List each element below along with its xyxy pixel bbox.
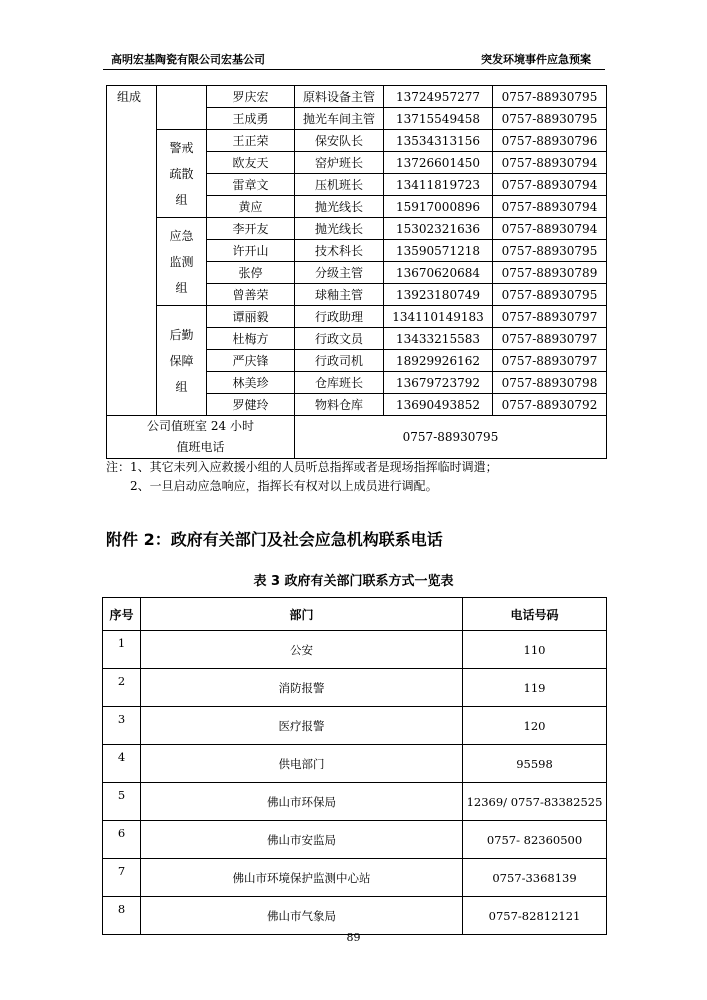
member-phone: 0757-88930797 bbox=[493, 306, 607, 328]
department-phone: 12369/ 0757-83382525 bbox=[463, 783, 607, 821]
subgroup-label bbox=[157, 218, 207, 306]
department-name: 消防报警 bbox=[141, 669, 463, 707]
header-company: 高明宏基陶瓷有限公司宏基公司 bbox=[111, 53, 265, 66]
member-position: 抛光线长 bbox=[295, 218, 384, 240]
member-position: 行政助理 bbox=[295, 306, 384, 328]
member-mobile: 18929926162 bbox=[384, 350, 493, 372]
duty-row bbox=[107, 416, 607, 459]
table-row bbox=[107, 306, 607, 328]
table-row bbox=[107, 130, 607, 152]
member-name: 罗庆宏 bbox=[207, 86, 295, 108]
row-number: 7 bbox=[103, 859, 141, 897]
member-mobile: 13590571218 bbox=[384, 240, 493, 262]
row-number: 3 bbox=[103, 707, 141, 745]
subgroup-label-line: 组 bbox=[175, 192, 188, 207]
subgroup-label-line: 警戒 bbox=[169, 140, 194, 155]
department-phone: 0757-82812121 bbox=[463, 897, 607, 935]
member-position: 保安队长 bbox=[295, 130, 384, 152]
row-number: 2 bbox=[103, 669, 141, 707]
table-header-row bbox=[103, 598, 607, 631]
table-row bbox=[103, 669, 607, 707]
table-row bbox=[103, 783, 607, 821]
member-phone: 0757-88930795 bbox=[493, 86, 607, 108]
subgroup-label bbox=[157, 130, 207, 218]
subgroup-label-line: 保障 bbox=[169, 353, 194, 368]
table-row bbox=[103, 821, 607, 859]
member-phone: 0757-88930794 bbox=[493, 196, 607, 218]
member-mobile: 13679723792 bbox=[384, 372, 493, 394]
department-name: 公安 bbox=[141, 631, 463, 669]
member-name: 杜梅方 bbox=[207, 328, 295, 350]
member-name: 罗健玲 bbox=[207, 394, 295, 416]
member-name: 王正荣 bbox=[207, 130, 295, 152]
member-phone: 0757-88930789 bbox=[493, 262, 607, 284]
member-position: 窑炉班长 bbox=[295, 152, 384, 174]
member-position: 原料设备主管 bbox=[295, 86, 384, 108]
emergency-contact-table bbox=[106, 85, 607, 459]
member-mobile: 13433215583 bbox=[384, 328, 493, 350]
member-position: 抛光车间主管 bbox=[295, 108, 384, 130]
member-position: 抛光线长 bbox=[295, 196, 384, 218]
department-name: 佛山市环境保护监测中心站 bbox=[141, 859, 463, 897]
member-mobile: 13715549458 bbox=[384, 108, 493, 130]
member-mobile: 13923180749 bbox=[384, 284, 493, 306]
table-row bbox=[103, 707, 607, 745]
member-phone: 0757-88930797 bbox=[493, 350, 607, 372]
table-notes bbox=[106, 458, 498, 496]
duty-label-line: 值班电话 bbox=[176, 440, 225, 454]
member-position: 行政司机 bbox=[295, 350, 384, 372]
subgroup-label-line: 应急 bbox=[169, 228, 194, 243]
subgroup-label-line: 组 bbox=[175, 280, 188, 295]
member-name: 雷章文 bbox=[207, 174, 295, 196]
note-line: 2、一旦启动应急响应，指挥长有权对以上成员进行调配。 bbox=[130, 479, 438, 493]
member-phone: 0757-88930792 bbox=[493, 394, 607, 416]
member-position: 球釉主管 bbox=[295, 284, 384, 306]
department-phone: 0757-3368139 bbox=[463, 859, 607, 897]
department-name: 佛山市环保局 bbox=[141, 783, 463, 821]
member-phone: 0757-88930795 bbox=[493, 284, 607, 306]
row-number: 5 bbox=[103, 783, 141, 821]
member-name: 严庆锋 bbox=[207, 350, 295, 372]
table-caption: 表 3 政府有关部门联系方式一览表 bbox=[253, 574, 454, 589]
member-mobile: 13411819723 bbox=[384, 174, 493, 196]
member-position: 技术科长 bbox=[295, 240, 384, 262]
table-row bbox=[107, 86, 607, 108]
department-phone: 0757- 82360500 bbox=[463, 821, 607, 859]
member-position: 行政文员 bbox=[295, 328, 384, 350]
member-mobile: 13726601450 bbox=[384, 152, 493, 174]
member-position: 分级主管 bbox=[295, 262, 384, 284]
member-name: 许开山 bbox=[207, 240, 295, 262]
member-phone: 0757-88930794 bbox=[493, 152, 607, 174]
department-phone: 110 bbox=[463, 631, 607, 669]
member-mobile: 13534313156 bbox=[384, 130, 493, 152]
duty-label-line: 公司值班室 24 小时 bbox=[147, 419, 254, 433]
header-dept: 部门 bbox=[141, 598, 463, 631]
subgroup-label-line: 监测 bbox=[169, 254, 194, 269]
duty-phone: 0757-88930795 bbox=[295, 416, 607, 459]
department-name: 供电部门 bbox=[141, 745, 463, 783]
page-header bbox=[103, 49, 605, 70]
member-mobile: 13670620684 bbox=[384, 262, 493, 284]
member-phone: 0757-88930797 bbox=[493, 328, 607, 350]
member-name: 张停 bbox=[207, 262, 295, 284]
member-phone: 0757-88930794 bbox=[493, 174, 607, 196]
member-mobile: 13690493852 bbox=[384, 394, 493, 416]
row-number: 6 bbox=[103, 821, 141, 859]
table-row bbox=[103, 631, 607, 669]
member-phone: 0757-88930795 bbox=[493, 108, 607, 130]
department-name: 佛山市安监局 bbox=[141, 821, 463, 859]
department-phone: 95598 bbox=[463, 745, 607, 783]
member-name: 王成勇 bbox=[207, 108, 295, 130]
duty-label bbox=[107, 416, 295, 459]
header-no: 序号 bbox=[103, 598, 141, 631]
member-name: 黄应 bbox=[207, 196, 295, 218]
member-phone: 0757-88930798 bbox=[493, 372, 607, 394]
member-position: 仓库班长 bbox=[295, 372, 384, 394]
member-name: 李开友 bbox=[207, 218, 295, 240]
member-position: 物料仓库 bbox=[295, 394, 384, 416]
table-row bbox=[103, 897, 607, 935]
row-number: 8 bbox=[103, 897, 141, 935]
member-mobile: 15917000896 bbox=[384, 196, 493, 218]
member-name: 曾善荣 bbox=[207, 284, 295, 306]
department-phone: 119 bbox=[463, 669, 607, 707]
page-number: 89 bbox=[346, 931, 361, 944]
member-phone: 0757-88930795 bbox=[493, 240, 607, 262]
member-mobile: 15302321636 bbox=[384, 218, 493, 240]
header-tel: 电话号码 bbox=[463, 598, 607, 631]
member-name: 林美珍 bbox=[207, 372, 295, 394]
member-phone: 0757-88930794 bbox=[493, 218, 607, 240]
table-row bbox=[103, 745, 607, 783]
member-mobile: 13724957277 bbox=[384, 86, 493, 108]
member-name: 谭丽毅 bbox=[207, 306, 295, 328]
table-row bbox=[103, 859, 607, 897]
subgroup-label-line: 后勤 bbox=[169, 327, 194, 342]
member-position: 压机班长 bbox=[295, 174, 384, 196]
government-contact-table bbox=[102, 597, 607, 935]
note-line: 注：1、其它未列入应救援小组的人员听总指挥或者是现场指挥临时调遣； bbox=[106, 460, 498, 474]
subgroup-label-line: 组 bbox=[175, 379, 188, 394]
row-number: 4 bbox=[103, 745, 141, 783]
section-title: 附件 2：政府有关部门及社会应急机构联系电话 bbox=[106, 530, 443, 549]
department-name: 医疗报警 bbox=[141, 707, 463, 745]
member-name: 欧友天 bbox=[207, 152, 295, 174]
member-mobile: 134110149183 bbox=[384, 306, 493, 328]
department-phone: 120 bbox=[463, 707, 607, 745]
table-row bbox=[107, 218, 607, 240]
subgroup-label-line: 疏散 bbox=[169, 166, 194, 181]
group-label-composition: 组成 bbox=[107, 86, 157, 416]
member-phone: 0757-88930796 bbox=[493, 130, 607, 152]
row-number: 1 bbox=[103, 631, 141, 669]
department-name: 佛山市气象局 bbox=[141, 897, 463, 935]
subgroup-label bbox=[157, 306, 207, 416]
header-doc-title: 突发环境事件应急预案 bbox=[481, 53, 591, 66]
subgroup-label-empty bbox=[157, 86, 207, 130]
